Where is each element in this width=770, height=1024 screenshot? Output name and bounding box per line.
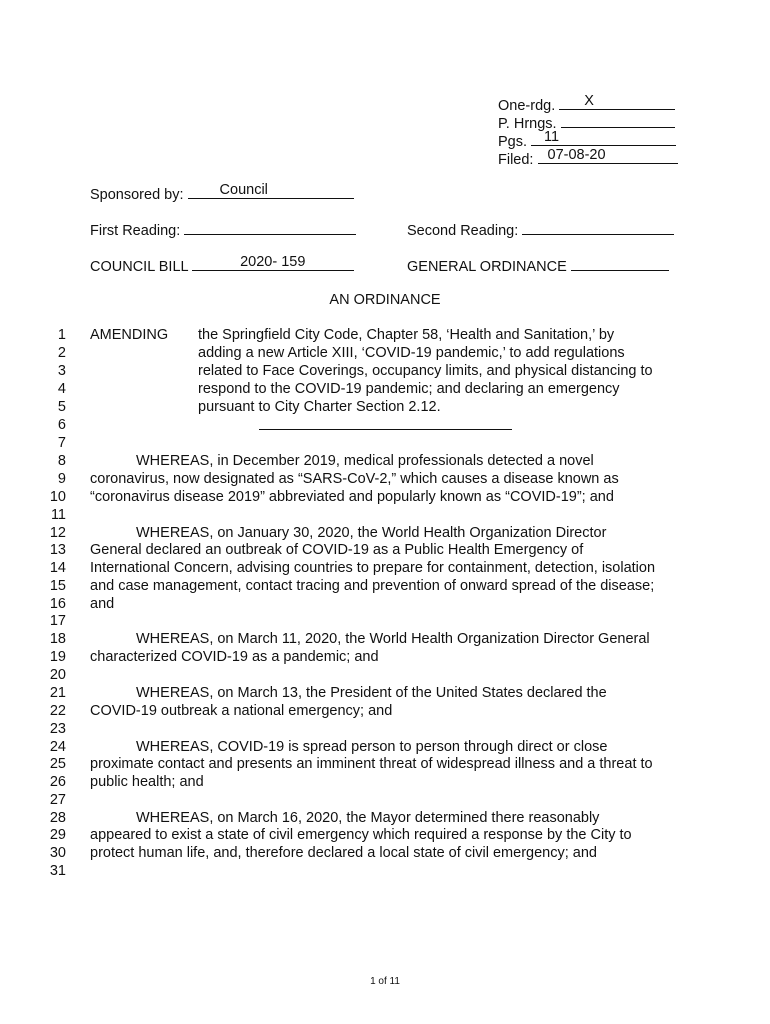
second-reading-label: Second Reading: — [407, 223, 519, 239]
clause-line: International Concern, advising countries to prepare for containment, detection, isolation — [90, 560, 656, 576]
line-number: 27 — [49, 792, 66, 808]
line-number: 16 — [49, 596, 66, 612]
line-number: 30 — [49, 845, 66, 861]
clause-line: public health; and — [90, 774, 204, 790]
one-rdg-value: X — [584, 93, 594, 109]
ordinance-title: AN ORDINANCE — [329, 292, 441, 308]
sponsored-by — [90, 183, 354, 204]
clause-line: WHEREAS, COVID-19 is spread person to person through direct or close — [136, 739, 608, 755]
line-number: 2 — [57, 345, 66, 361]
clause-line: and — [90, 596, 115, 612]
pgs-value: 11 — [544, 129, 560, 145]
clause-line: appeared to exist a state of civil emergency which required a response by the City to — [90, 827, 632, 843]
clause-line: WHEREAS, in December 2019, medical professionals detected a novel — [136, 453, 594, 469]
clause-line: protect human life, and, therefore declared a local state of civil emergency; and — [90, 845, 597, 861]
line-number: 22 — [49, 703, 66, 719]
council-bill — [90, 255, 354, 276]
clause-line: and case management, contact tracing and prevention of onward spread of the disease; — [90, 578, 655, 594]
clause-line: WHEREAS, on March 13, the President of the United States declared the — [136, 685, 607, 701]
line-number: 12 — [49, 525, 66, 541]
p-hrngs-field — [561, 112, 675, 128]
p-hrngs-label: P. Hrngs. — [498, 116, 557, 132]
amending-line: respond to the COVID-19 pandemic; and declaring an emergency — [198, 381, 620, 397]
first-reading-label: First Reading: — [90, 223, 181, 239]
line-number: 18 — [49, 631, 66, 647]
one-rdg-field — [559, 94, 675, 110]
general-ordinance-label: GENERAL ORDINANCE — [407, 259, 567, 275]
sponsored-value: Council — [219, 182, 268, 198]
second-reading-field — [522, 219, 674, 235]
line-number: 19 — [49, 649, 66, 665]
line-number: 15 — [49, 578, 66, 594]
filed-field — [538, 148, 678, 164]
line-number: 29 — [49, 827, 66, 843]
section-divider — [259, 429, 512, 430]
filing-filed — [498, 148, 678, 169]
line-number: 1 — [57, 327, 66, 343]
line-number: 21 — [49, 685, 66, 701]
filed-label: Filed: — [498, 152, 534, 168]
line-number: 23 — [49, 721, 66, 737]
line-number: 28 — [49, 810, 66, 826]
one-rdg-label: One-rdg. — [498, 98, 556, 114]
sponsored-label: Sponsored by: — [90, 187, 184, 203]
first-reading-field — [184, 219, 356, 235]
line-number: 4 — [57, 381, 66, 397]
council-bill-label: COUNCIL BILL — [90, 259, 189, 275]
line-number: 24 — [49, 739, 66, 755]
line-number: 31 — [49, 863, 66, 879]
sponsored-field — [188, 183, 354, 199]
line-number: 13 — [49, 542, 66, 558]
amending-line: adding a new Article XIII, ‘COVID-19 pandemic,’ to add regulations — [198, 345, 625, 361]
clause-line: coronavirus, now designated as “SARS-CoV-2,” which causes a disease known as — [90, 471, 619, 487]
amending-label: AMENDING — [90, 327, 169, 343]
pgs-label: Pgs. — [498, 134, 528, 150]
line-number: 14 — [49, 560, 66, 576]
clause-line: WHEREAS, on March 11, 2020, the World Health Organization Director General — [136, 631, 650, 647]
clause-line: “coronavirus disease 2019” abbreviated and popularly known as “COVID-19”; and — [90, 489, 614, 505]
general-ordinance — [407, 255, 669, 276]
clause-line: proximate contact and presents an imminent threat of widespread illness and a threat to — [90, 756, 653, 772]
filed-value: 07-08-20 — [547, 147, 606, 163]
line-number: 9 — [57, 471, 66, 487]
line-number: 7 — [57, 435, 66, 451]
general-ordinance-field — [571, 255, 669, 271]
clause-line: characterized COVID-19 as a pandemic; and — [90, 649, 379, 665]
first-reading — [90, 219, 356, 240]
council-bill-value: 2020- 159 — [240, 254, 306, 270]
page-number: 1 of 11 — [370, 976, 400, 987]
line-number: 3 — [57, 363, 66, 379]
line-number: 5 — [57, 399, 66, 415]
clause-line: WHEREAS, on March 16, 2020, the Mayor determined there reasonably — [136, 810, 600, 826]
line-number: 20 — [49, 667, 66, 683]
council-bill-field — [192, 255, 354, 271]
second-reading — [407, 219, 674, 240]
amending-line: pursuant to City Charter Section 2.12. — [198, 399, 441, 415]
line-number: 25 — [49, 756, 66, 772]
amending-line: the Springfield City Code, Chapter 58, ‘Health and Sanitation,’ by — [198, 327, 615, 343]
line-number: 17 — [49, 613, 66, 629]
line-number: 11 — [50, 507, 66, 523]
line-number: 6 — [57, 417, 66, 433]
line-number: 10 — [49, 489, 66, 505]
clause-line: WHEREAS, on January 30, 2020, the World Health Organization Director — [136, 525, 607, 541]
amending-line: related to Face Coverings, occupancy limits, and physical distancing to — [198, 363, 653, 379]
pgs-field — [531, 130, 676, 146]
clause-line: General declared an outbreak of COVID-19 as a Public Health Emergency of — [90, 542, 584, 558]
line-number: 26 — [49, 774, 66, 790]
line-number: 8 — [57, 453, 66, 469]
clause-line: COVID-19 outbreak a national emergency; and — [90, 703, 393, 719]
